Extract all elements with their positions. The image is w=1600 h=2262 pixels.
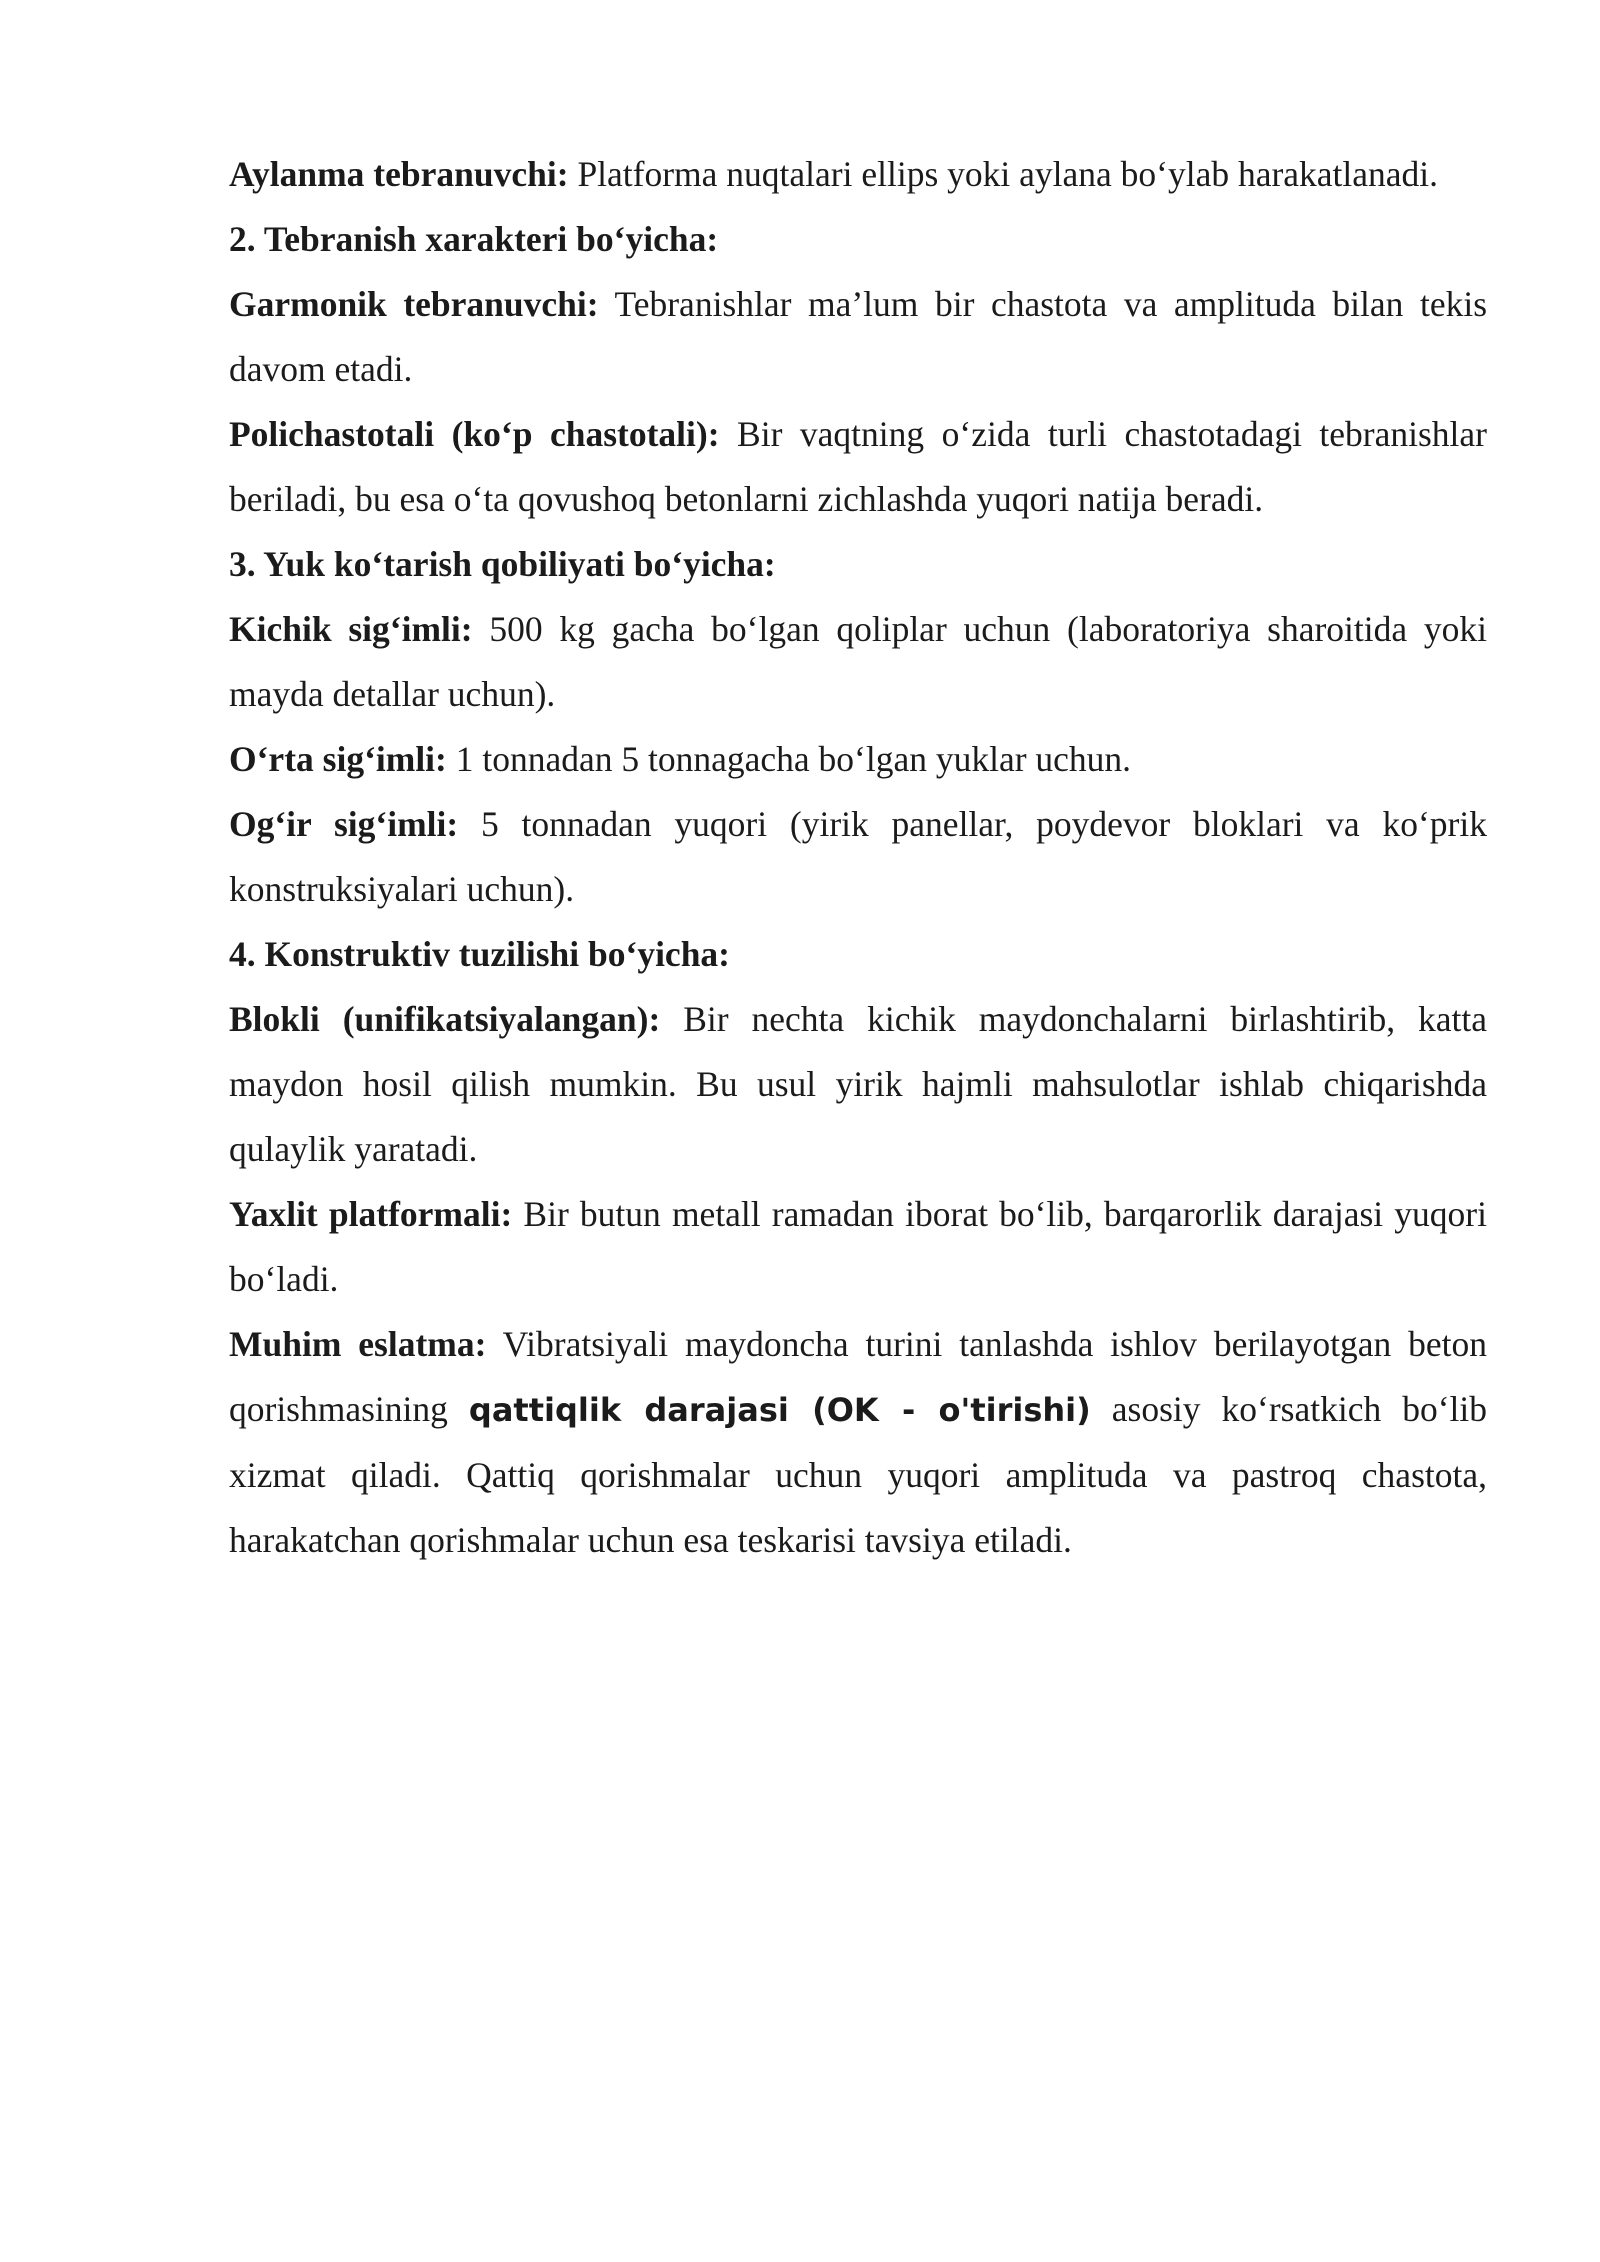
term-description: Bir vaqtning o‘zida turli chastotadagi tebranishlar beriladi, bu esa o‘ta qovushoq betonlarni zichlashda yuqori natija beradi.	[229, 414, 1488, 519]
note-emphasis: qattiqlik darajasi (OK - o'tirishi)	[468, 1391, 1091, 1429]
term-label: Og‘ir sig‘imli:	[229, 804, 459, 844]
paragraph-polichastotali	[229, 402, 1487, 532]
paragraph-blokli	[229, 987, 1487, 1182]
note-label: Muhim eslatma:	[229, 1324, 487, 1364]
paragraph-garmonik	[229, 272, 1487, 402]
term-description: 5 tonnadan yuqori (yirik panellar, poydevor bloklari va ko‘prik konstruksiyalari uchun).	[229, 804, 1487, 909]
term-label: Yaxlit platformali:	[229, 1194, 513, 1234]
paragraph-ogir	[229, 792, 1487, 922]
paragraph-aylanma	[229, 142, 1487, 207]
term-description: 1 tonnadan 5 tonnagacha bo‘lgan yuklar uchun.	[446, 739, 1132, 779]
paragraph-yaxlit	[229, 1182, 1487, 1312]
term-label: Garmonik tebranuvchi:	[229, 284, 599, 324]
note-text-before: Vibratsiyali maydoncha turini tanlashda ishlov berilayotgan beton qorishmasining	[229, 1324, 1487, 1429]
paragraph-orta	[229, 727, 1487, 792]
paragraph-kichik	[229, 597, 1487, 727]
term-label: Polichastotali (ko‘p chastotali):	[229, 414, 720, 454]
section-heading-text: 4. Konstruktiv tuzilishi bo‘yicha:	[229, 934, 731, 974]
section-heading-text: 3. Yuk ko‘tarish qobiliyati bo‘yicha:	[229, 544, 776, 584]
section-heading-text: 2. Tebranish xarakteri bo‘yicha:	[229, 219, 719, 259]
term-description: Bir nechta kichik maydonchalarni birlashtirib, katta maydon hosil qilish mumkin. Bu usul yirik hajmli mahsulotlar ishlab chiqarishda qulaylik yaratadi.	[229, 999, 1487, 1169]
document-page	[229, 142, 1487, 1573]
term-label: Blokli (unifikatsiyalangan):	[229, 999, 661, 1039]
term-description: Bir butun metall ramadan iborat bo‘lib, barqarorlik darajasi yuqori bo‘ladi.	[229, 1194, 1487, 1299]
term-label: Aylanma tebranuvchi:	[229, 154, 569, 194]
paragraph-note	[229, 1312, 1487, 1573]
section-heading	[229, 532, 1487, 597]
note-text-after: asosiy ko‘rsatkich bo‘lib xizmat qiladi. Qattiq qorishmalar uchun yuqori amplituda va pastroq chastota, harakatchan qorishmalar uchun esa teskarisi tavsiya etiladi.	[229, 1389, 1487, 1560]
term-description: Tebranishlar ma’lum bir chastota va amplituda bilan tekis davom etadi.	[229, 284, 1488, 389]
term-description: 500 kg gacha bo‘lgan qoliplar uchun (laboratoriya sharoitida yoki mayda detallar uchun).	[229, 609, 1487, 714]
section-heading	[229, 922, 1487, 987]
term-label: O‘rta sig‘imli:	[229, 739, 447, 779]
section-heading	[229, 207, 1487, 272]
term-label: Kichik sig‘imli:	[229, 609, 473, 649]
term-description: Platforma nuqtalari ellips yoki aylana bo‘ylab harakatlanadi.	[568, 154, 1439, 194]
